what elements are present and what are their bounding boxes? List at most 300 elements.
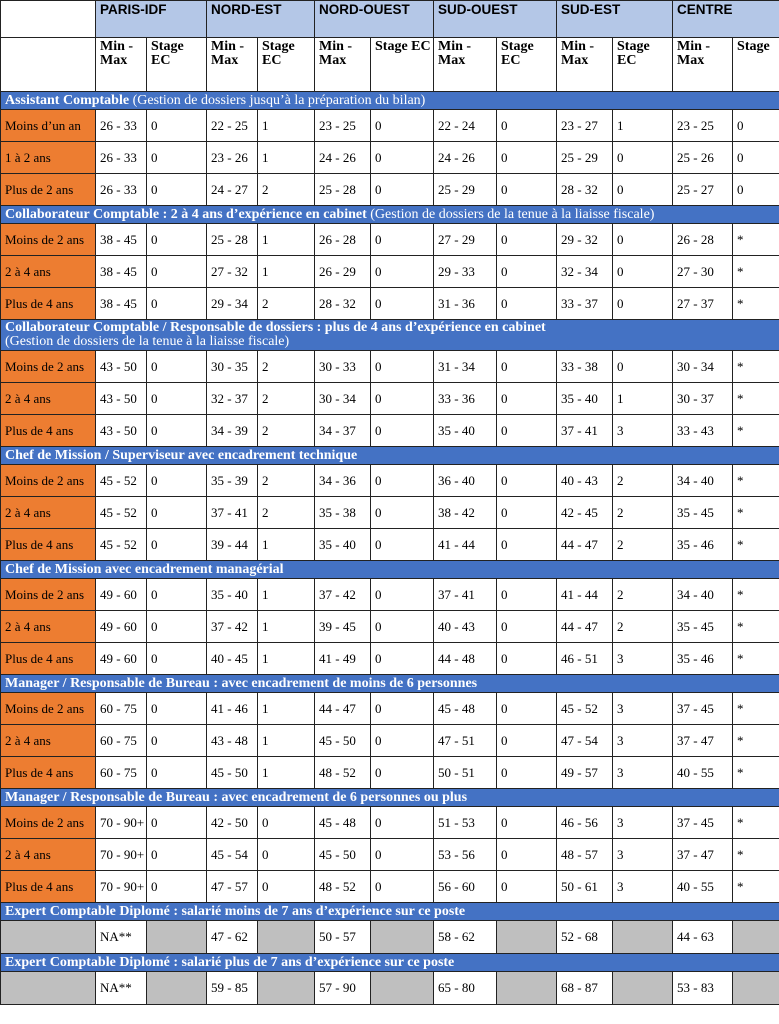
salary-range-cell: 41 - 44 <box>434 529 497 561</box>
salary-range-cell: 33 - 43 <box>673 415 733 447</box>
stage-cell: 0 <box>371 497 434 529</box>
stage-cell: * <box>733 807 779 839</box>
salary-range-cell: 47 - 51 <box>434 725 497 757</box>
stage-cell: 1 <box>258 693 315 725</box>
salary-range-cell: 37 - 42 <box>315 579 371 611</box>
experience-label: Moins de 2 ans <box>1 807 96 839</box>
table-row <box>1 871 779 903</box>
salary-range-cell: 33 - 37 <box>557 288 613 320</box>
salary-range-cell: 45 - 50 <box>207 757 258 789</box>
stage-header: Stage EC <box>613 38 673 92</box>
experience-label: 2 à 4 ans <box>1 611 96 643</box>
stage-cell: 0 <box>497 351 557 383</box>
stage-cell: 1 <box>613 383 673 415</box>
stage-header: Stage <box>733 38 779 92</box>
table-row <box>1 497 779 529</box>
section-title: Assistant Comptable <box>5 92 130 108</box>
minmax-header: Min - Max <box>315 38 371 92</box>
stage-cell: 3 <box>613 839 673 871</box>
experience-label <box>1 921 96 954</box>
region-header: CENTRE <box>673 1 779 38</box>
salary-range-cell: 28 - 32 <box>557 174 613 206</box>
stage-cell: 0 <box>733 174 779 206</box>
salary-range-cell: 43 - 50 <box>96 351 147 383</box>
stage-cell: 0 <box>497 415 557 447</box>
stage-cell: 0 <box>371 725 434 757</box>
salary-range-cell: 38 - 42 <box>434 497 497 529</box>
stage-header: Stage EC <box>258 38 315 92</box>
experience-label: Plus de 4 ans <box>1 871 96 903</box>
stage-cell: 0 <box>371 839 434 871</box>
stage-cell: 0 <box>147 383 207 415</box>
experience-label: Moins de 2 ans <box>1 465 96 497</box>
stage-cell: * <box>733 383 779 415</box>
salary-range-cell: 25 - 26 <box>673 142 733 174</box>
section-header-row <box>1 447 779 465</box>
table-row <box>1 142 779 174</box>
table-row <box>1 256 779 288</box>
table-row <box>1 383 779 415</box>
table-row <box>1 693 779 725</box>
stage-cell: * <box>733 351 779 383</box>
stage-cell: 0 <box>371 383 434 415</box>
stage-cell: * <box>733 497 779 529</box>
minmax-header: Min - Max <box>434 38 497 92</box>
stage-cell: 2 <box>258 465 315 497</box>
salary-range-cell: 49 - 60 <box>96 643 147 675</box>
stage-cell: 1 <box>258 529 315 561</box>
experience-label: Plus de 2 ans <box>1 174 96 206</box>
stage-cell: 2 <box>258 497 315 529</box>
table-row <box>1 288 779 320</box>
salary-range-cell: 45 - 48 <box>434 693 497 725</box>
stage-cell <box>371 972 434 1005</box>
salary-range-cell: 38 - 45 <box>96 256 147 288</box>
stage-cell: * <box>733 288 779 320</box>
salary-range-cell: NA** <box>96 921 147 954</box>
salary-range-cell: 36 - 40 <box>434 465 497 497</box>
salary-range-cell: 34 - 37 <box>315 415 371 447</box>
salary-range-cell: 29 - 33 <box>434 256 497 288</box>
stage-cell: 0 <box>258 807 315 839</box>
salary-range-cell: 37 - 41 <box>207 497 258 529</box>
stage-cell <box>258 921 315 954</box>
stage-cell: 0 <box>497 757 557 789</box>
section-header-row <box>1 954 779 972</box>
stage-cell: * <box>733 839 779 871</box>
experience-label: 2 à 4 ans <box>1 497 96 529</box>
salary-range-cell: 26 - 28 <box>673 224 733 256</box>
section-title: Expert Comptable Diplomé : salarié moins de 7 ans d’expérience sur ce poste <box>5 903 466 919</box>
stage-cell: 0 <box>497 224 557 256</box>
salary-range-cell: 26 - 33 <box>96 110 147 142</box>
salary-range-cell: 46 - 56 <box>557 807 613 839</box>
stage-cell: 0 <box>147 807 207 839</box>
salary-range-cell: 60 - 75 <box>96 693 147 725</box>
salary-range-cell: 27 - 32 <box>207 256 258 288</box>
salary-range-cell: 51 - 53 <box>434 807 497 839</box>
stage-cell: 1 <box>258 224 315 256</box>
salary-range-cell: 33 - 36 <box>434 383 497 415</box>
salary-range-cell: 47 - 54 <box>557 725 613 757</box>
stage-cell: 1 <box>258 611 315 643</box>
region-header: PARIS-IDF <box>96 1 207 38</box>
stage-cell <box>258 972 315 1005</box>
stage-cell: 0 <box>497 643 557 675</box>
salary-range-cell: 50 - 61 <box>557 871 613 903</box>
stage-cell: 2 <box>613 611 673 643</box>
stage-cell <box>497 921 557 954</box>
stage-cell: 0 <box>613 288 673 320</box>
salary-range-cell: 40 - 45 <box>207 643 258 675</box>
stage-cell: 0 <box>497 807 557 839</box>
salary-range-cell: 23 - 26 <box>207 142 258 174</box>
experience-label: Plus de 4 ans <box>1 529 96 561</box>
stage-cell: 0 <box>147 529 207 561</box>
section-header-row <box>1 675 779 693</box>
table-row <box>1 465 779 497</box>
stage-cell <box>733 921 779 954</box>
stage-cell: 0 <box>371 224 434 256</box>
salary-range-cell: 52 - 68 <box>557 921 613 954</box>
stage-cell: * <box>733 224 779 256</box>
section-title-cell <box>1 903 779 921</box>
salary-range-cell: 30 - 34 <box>315 383 371 415</box>
stage-cell: 0 <box>147 142 207 174</box>
stage-cell: 0 <box>371 110 434 142</box>
section-title-cell <box>1 92 779 110</box>
stage-cell: * <box>733 579 779 611</box>
section-title: Chef de Mission avec encadrement managérial <box>5 561 284 577</box>
salary-range-cell: 26 - 29 <box>315 256 371 288</box>
stage-cell: 0 <box>497 611 557 643</box>
stage-cell: 0 <box>371 807 434 839</box>
section-title-cell <box>1 447 779 465</box>
salary-range-cell: 45 - 52 <box>96 465 147 497</box>
stage-cell: 0 <box>147 465 207 497</box>
stage-cell <box>147 972 207 1005</box>
section-title-cell <box>1 320 779 351</box>
stage-cell: 0 <box>147 288 207 320</box>
stage-cell: * <box>733 693 779 725</box>
stage-cell: 0 <box>497 839 557 871</box>
salary-range-cell: 42 - 45 <box>557 497 613 529</box>
stage-cell: 0 <box>147 224 207 256</box>
salary-range-cell: 49 - 60 <box>96 579 147 611</box>
salary-range-cell: 35 - 39 <box>207 465 258 497</box>
salary-range-cell: 59 - 85 <box>207 972 258 1005</box>
salary-range-cell: 38 - 45 <box>96 288 147 320</box>
salary-range-cell: 37 - 42 <box>207 611 258 643</box>
salary-range-cell: 47 - 62 <box>207 921 258 954</box>
experience-label: 2 à 4 ans <box>1 725 96 757</box>
table-row <box>1 807 779 839</box>
salary-range-cell: 45 - 50 <box>315 725 371 757</box>
salary-range-cell: 23 - 25 <box>673 110 733 142</box>
salary-range-cell: 43 - 48 <box>207 725 258 757</box>
section-header-row <box>1 561 779 579</box>
salary-range-cell: 35 - 45 <box>673 611 733 643</box>
stage-cell: 0 <box>147 415 207 447</box>
stage-cell: 0 <box>613 351 673 383</box>
salary-range-cell: 25 - 27 <box>673 174 733 206</box>
stage-cell: 0 <box>613 174 673 206</box>
region-header: NORD-OUEST <box>315 1 434 38</box>
section-header-row <box>1 789 779 807</box>
salary-range-cell: 45 - 52 <box>96 529 147 561</box>
stage-cell: 0 <box>497 693 557 725</box>
salary-range-cell: 35 - 40 <box>557 383 613 415</box>
stage-cell <box>733 972 779 1005</box>
section-title: Manager / Responsable de Bureau : avec encadrement de 6 personnes ou plus <box>5 789 468 805</box>
salary-range-cell: 50 - 51 <box>434 757 497 789</box>
stage-cell: 0 <box>497 497 557 529</box>
stage-cell: 0 <box>371 288 434 320</box>
table-row <box>1 972 779 1005</box>
salary-range-cell: 37 - 45 <box>673 693 733 725</box>
stage-cell: 2 <box>258 415 315 447</box>
stage-cell: * <box>733 256 779 288</box>
salary-range-cell: 57 - 90 <box>315 972 371 1005</box>
table-row <box>1 174 779 206</box>
salary-range-cell: 34 - 40 <box>673 465 733 497</box>
salary-range-cell: 35 - 45 <box>673 497 733 529</box>
stage-cell: 3 <box>613 693 673 725</box>
stage-header: Stage EC <box>371 38 434 92</box>
experience-label: Moins de 2 ans <box>1 693 96 725</box>
salary-range-cell: 44 - 63 <box>673 921 733 954</box>
stage-cell: 0 <box>497 110 557 142</box>
salary-range-cell: 26 - 28 <box>315 224 371 256</box>
salary-range-cell: 25 - 29 <box>434 174 497 206</box>
stage-cell: * <box>733 871 779 903</box>
minmax-header: Min - Max <box>96 38 147 92</box>
stage-cell: 0 <box>497 142 557 174</box>
stage-cell: 0 <box>371 579 434 611</box>
stage-cell: 0 <box>147 693 207 725</box>
salary-range-cell: 30 - 35 <box>207 351 258 383</box>
stage-header: Stage EC <box>147 38 207 92</box>
salary-range-cell: 31 - 34 <box>434 351 497 383</box>
section-header-row <box>1 206 779 224</box>
salary-range-cell: 50 - 57 <box>315 921 371 954</box>
stage-cell: 1 <box>613 110 673 142</box>
salary-range-cell: 37 - 45 <box>673 807 733 839</box>
salary-range-cell: 26 - 33 <box>96 174 147 206</box>
stage-cell: 1 <box>258 643 315 675</box>
salary-range-cell: 43 - 50 <box>96 383 147 415</box>
salary-range-cell: 23 - 27 <box>557 110 613 142</box>
stage-cell: * <box>733 725 779 757</box>
salary-range-cell: 41 - 49 <box>315 643 371 675</box>
section-description: (Gestion de dossiers de la tenue à la liaisse fiscale) <box>5 334 290 349</box>
section-title: Chef de Mission / Superviseur avec encadrement technique <box>5 447 358 463</box>
salary-range-cell: 48 - 52 <box>315 871 371 903</box>
salary-range-cell: 37 - 47 <box>673 725 733 757</box>
table-row <box>1 839 779 871</box>
stage-cell: 0 <box>147 256 207 288</box>
salary-range-cell: 40 - 55 <box>673 757 733 789</box>
stage-cell: 2 <box>258 351 315 383</box>
stage-cell: 3 <box>613 871 673 903</box>
stage-cell: 2 <box>613 465 673 497</box>
minmax-header: Min - Max <box>673 38 733 92</box>
stage-cell: 2 <box>258 288 315 320</box>
salary-range-cell: 32 - 34 <box>557 256 613 288</box>
stage-cell <box>613 972 673 1005</box>
table-row <box>1 110 779 142</box>
table-row <box>1 529 779 561</box>
region-header: SUD-EST <box>557 1 673 38</box>
salary-range-cell: 27 - 30 <box>673 256 733 288</box>
salary-range-cell: 29 - 32 <box>557 224 613 256</box>
table-row <box>1 921 779 954</box>
stage-cell: 0 <box>613 256 673 288</box>
minmax-header: Min - Max <box>557 38 613 92</box>
section-header-row <box>1 320 779 351</box>
salary-range-cell: 68 - 87 <box>557 972 613 1005</box>
section-title-cell <box>1 954 779 972</box>
stage-cell: 2 <box>613 529 673 561</box>
salary-range-cell: 70 - 90+ <box>96 839 147 871</box>
salary-range-cell: 38 - 45 <box>96 224 147 256</box>
section-title-cell <box>1 675 779 693</box>
stage-cell: 0 <box>147 611 207 643</box>
salary-range-cell: 30 - 37 <box>673 383 733 415</box>
salary-range-cell: 39 - 45 <box>315 611 371 643</box>
stage-cell: 0 <box>147 497 207 529</box>
section-title-cell <box>1 561 779 579</box>
stage-cell: * <box>733 643 779 675</box>
salary-range-cell: 46 - 51 <box>557 643 613 675</box>
stage-cell: 0 <box>733 142 779 174</box>
salary-range-cell: 23 - 25 <box>315 110 371 142</box>
experience-label: Plus de 4 ans <box>1 643 96 675</box>
salary-range-cell: 60 - 75 <box>96 757 147 789</box>
salary-range-cell: 40 - 55 <box>673 871 733 903</box>
stage-cell: 0 <box>147 579 207 611</box>
experience-label: 2 à 4 ans <box>1 256 96 288</box>
section-header-row <box>1 92 779 110</box>
experience-label: 1 à 2 ans <box>1 142 96 174</box>
salary-range-cell: 27 - 29 <box>434 224 497 256</box>
salary-range-cell: 65 - 80 <box>434 972 497 1005</box>
salary-range-cell: 26 - 33 <box>96 142 147 174</box>
experience-label: Plus de 4 ans <box>1 415 96 447</box>
stage-cell: 3 <box>613 643 673 675</box>
stage-cell: 0 <box>497 256 557 288</box>
stage-cell: 0 <box>371 174 434 206</box>
stage-cell: 1 <box>258 142 315 174</box>
stage-cell: 1 <box>258 725 315 757</box>
corner-cell <box>1 38 96 92</box>
stage-cell: 0 <box>258 871 315 903</box>
stage-cell: 1 <box>258 757 315 789</box>
salary-range-cell: 31 - 36 <box>434 288 497 320</box>
salary-range-cell: NA** <box>96 972 147 1005</box>
stage-cell <box>371 921 434 954</box>
stage-cell: 0 <box>147 110 207 142</box>
salary-range-cell: 49 - 57 <box>557 757 613 789</box>
salary-range-cell: 25 - 28 <box>315 174 371 206</box>
salary-range-cell: 58 - 62 <box>434 921 497 954</box>
salary-range-cell: 35 - 40 <box>315 529 371 561</box>
salary-range-cell: 44 - 47 <box>315 693 371 725</box>
stage-cell: 0 <box>371 611 434 643</box>
corner-cell <box>1 1 96 38</box>
region-header: SUD-OUEST <box>434 1 557 38</box>
stage-cell: 0 <box>497 288 557 320</box>
table-row <box>1 351 779 383</box>
stage-cell: 0 <box>733 110 779 142</box>
salary-range-cell: 37 - 41 <box>434 579 497 611</box>
salary-range-cell: 41 - 44 <box>557 579 613 611</box>
salary-range-cell: 45 - 52 <box>96 497 147 529</box>
experience-label: Plus de 4 ans <box>1 288 96 320</box>
salary-range-cell: 45 - 54 <box>207 839 258 871</box>
salary-range-cell: 35 - 40 <box>434 415 497 447</box>
stage-cell: 0 <box>371 256 434 288</box>
salary-range-cell: 34 - 39 <box>207 415 258 447</box>
salary-range-cell: 35 - 38 <box>315 497 371 529</box>
salary-range-cell: 34 - 40 <box>673 579 733 611</box>
experience-label: Moins d’un an <box>1 110 96 142</box>
salary-range-cell: 28 - 32 <box>315 288 371 320</box>
salary-range-cell: 45 - 52 <box>557 693 613 725</box>
stage-cell: 0 <box>371 142 434 174</box>
stage-cell: 0 <box>147 839 207 871</box>
stage-cell: 0 <box>497 383 557 415</box>
stage-header: Stage EC <box>497 38 557 92</box>
stage-cell: 0 <box>371 757 434 789</box>
stage-cell: 0 <box>497 871 557 903</box>
salary-range-cell: 24 - 26 <box>434 142 497 174</box>
experience-label: Moins de 2 ans <box>1 579 96 611</box>
stage-cell: 0 <box>613 224 673 256</box>
salary-range-cell: 24 - 27 <box>207 174 258 206</box>
stage-cell: 0 <box>497 579 557 611</box>
section-title-cell <box>1 789 779 807</box>
stage-cell: 0 <box>497 529 557 561</box>
region-header-row <box>1 1 779 38</box>
stage-cell: 0 <box>147 725 207 757</box>
salary-range-cell: 32 - 37 <box>207 383 258 415</box>
salary-range-cell: 30 - 33 <box>315 351 371 383</box>
salary-range-cell: 45 - 50 <box>315 839 371 871</box>
minmax-header: Min - Max <box>207 38 258 92</box>
stage-cell: 0 <box>371 465 434 497</box>
salary-range-cell: 44 - 48 <box>434 643 497 675</box>
stage-cell: * <box>733 757 779 789</box>
salary-range-cell: 35 - 46 <box>673 643 733 675</box>
stage-cell <box>147 921 207 954</box>
table-row <box>1 611 779 643</box>
salary-range-cell: 53 - 56 <box>434 839 497 871</box>
stage-cell: 1 <box>258 256 315 288</box>
stage-cell: 2 <box>613 579 673 611</box>
salary-range-cell: 60 - 75 <box>96 725 147 757</box>
experience-label: 2 à 4 ans <box>1 839 96 871</box>
salary-range-cell: 56 - 60 <box>434 871 497 903</box>
stage-cell: 0 <box>147 643 207 675</box>
section-title: Expert Comptable Diplomé : salarié plus de 7 ans d’expérience sur ce poste <box>5 954 455 970</box>
table-row <box>1 579 779 611</box>
stage-cell: 0 <box>371 529 434 561</box>
experience-label <box>1 972 96 1005</box>
experience-label: 2 à 4 ans <box>1 383 96 415</box>
stage-cell: 0 <box>613 142 673 174</box>
stage-cell: 0 <box>147 871 207 903</box>
